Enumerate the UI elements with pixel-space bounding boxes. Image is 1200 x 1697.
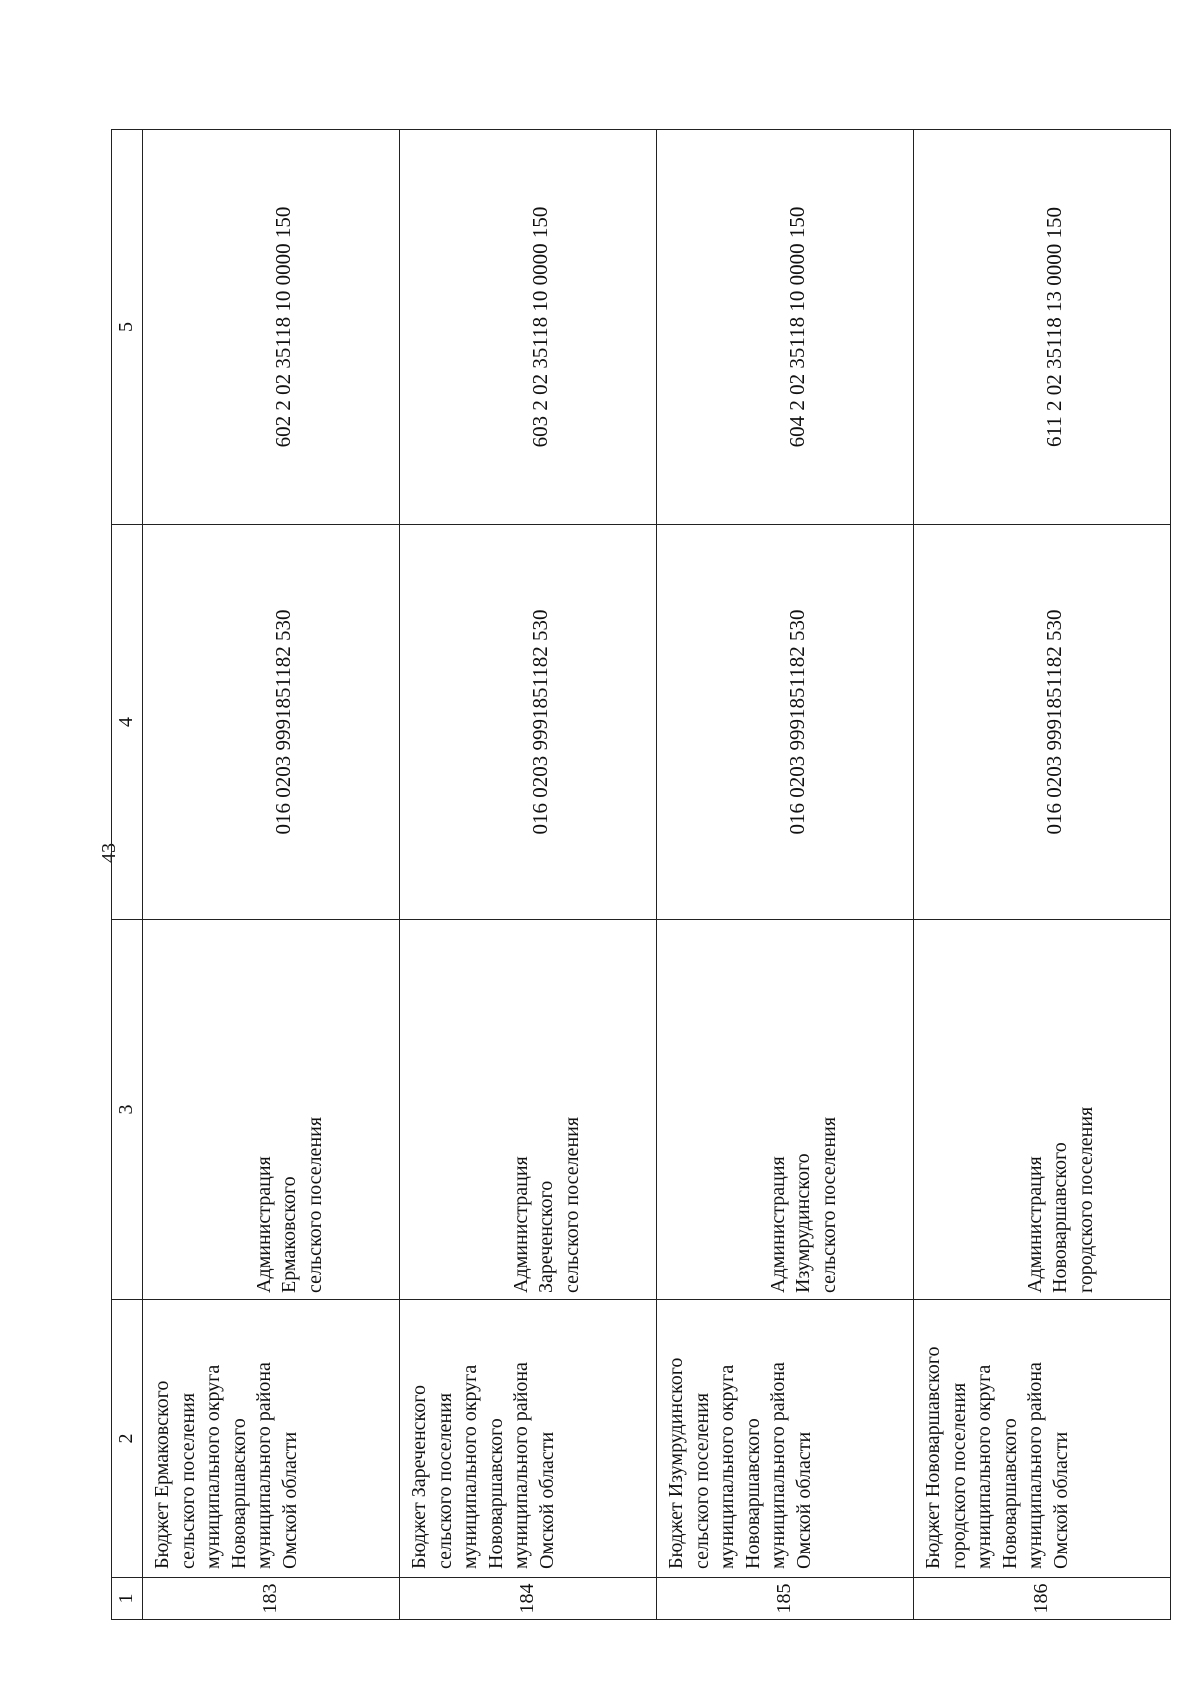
budget-name-line: муниципального округа xyxy=(459,1364,482,1569)
budget-name-line: сельского поселения xyxy=(690,1392,713,1569)
administration-name-line: Изумрудинского xyxy=(792,1153,815,1293)
income-code: 611 2 02 35118 13 0000 150 xyxy=(914,130,1171,525)
administration-name-line: городского поселения xyxy=(1074,1106,1097,1293)
budget-name-line: муниципального района xyxy=(767,1362,790,1569)
administration-name-line: Нововаршавского xyxy=(1049,1142,1072,1293)
budget-name-line: Омской области xyxy=(535,1431,558,1569)
administration-name xyxy=(914,920,1171,1300)
administration-name-line: Администрация xyxy=(509,1156,532,1293)
row-number: 183 xyxy=(143,1578,400,1620)
column-number: 4 xyxy=(112,525,143,920)
table-row xyxy=(914,130,1171,1620)
expense-code: 016 0203 9991851182 530 xyxy=(400,525,657,920)
budget-name xyxy=(400,1300,657,1578)
table-row xyxy=(400,130,657,1620)
column-number: 2 xyxy=(112,1300,143,1578)
budget-name-line: Нововаршавского xyxy=(741,1418,764,1569)
income-code: 602 2 02 35118 10 0000 150 xyxy=(143,130,400,525)
income-code: 604 2 02 35118 10 0000 150 xyxy=(657,130,914,525)
budget-name-line: Омской области xyxy=(792,1431,815,1569)
column-number: 5 xyxy=(112,130,143,525)
budget-name-line: городского поселения xyxy=(947,1382,970,1569)
budget-name-line: Бюджет Зареченского xyxy=(408,1385,430,1569)
row-number: 184 xyxy=(400,1578,657,1620)
table-row xyxy=(143,130,400,1620)
administration-name xyxy=(143,920,400,1300)
budget-name-line: Омской области xyxy=(278,1431,301,1569)
administration-name-line: Администрация xyxy=(252,1156,275,1293)
budget-name-line: муниципального округа xyxy=(716,1364,739,1569)
budget-name xyxy=(914,1300,1171,1578)
column-number: 3 xyxy=(112,920,143,1300)
budget-name xyxy=(143,1300,400,1578)
budget-name-line: сельского поселения xyxy=(176,1392,199,1569)
budget-name-line: Бюджет Ермаковского xyxy=(151,1380,173,1569)
budget-name-line: Омской области xyxy=(1049,1431,1072,1569)
administration-name xyxy=(400,920,657,1300)
expense-code: 016 0203 9991851182 530 xyxy=(657,525,914,920)
row-number: 186 xyxy=(914,1578,1171,1620)
budget-table xyxy=(111,129,1171,1620)
row-number: 185 xyxy=(657,1578,914,1620)
budget-name-line: Нововаршавского xyxy=(998,1418,1021,1569)
administration-name-line: Ермаковского xyxy=(278,1176,301,1293)
budget-name-line: Нововаршавского xyxy=(484,1418,507,1569)
administration-name-line: Администрация xyxy=(766,1156,789,1293)
budget-name-line: муниципального района xyxy=(510,1362,533,1569)
rotated-document xyxy=(111,130,1097,1620)
budget-name-line: Бюджет Изумрудинского xyxy=(665,1357,687,1569)
column-number-row xyxy=(112,130,143,1620)
budget-name-line: муниципального района xyxy=(1024,1362,1047,1569)
column-number: 1 xyxy=(112,1578,143,1620)
budget-name xyxy=(657,1300,914,1578)
administration-name-line: сельского поселения xyxy=(303,1116,326,1293)
expense-code: 016 0203 9991851182 530 xyxy=(914,525,1171,920)
budget-name-line: Бюджет Нововаршавского xyxy=(922,1346,944,1569)
administration-name xyxy=(657,920,914,1300)
budget-name-line: муниципального округа xyxy=(202,1364,225,1569)
budget-name-line: Нововаршавского xyxy=(227,1418,250,1569)
table-row xyxy=(657,130,914,1620)
budget-name-line: сельского поселения xyxy=(433,1392,456,1569)
expense-code: 016 0203 9991851182 530 xyxy=(143,525,400,920)
budget-name-line: муниципального района xyxy=(253,1362,276,1569)
income-code: 603 2 02 35118 10 0000 150 xyxy=(400,130,657,525)
page-number: 43 xyxy=(98,843,120,863)
administration-name-line: Администрация xyxy=(1023,1156,1046,1293)
administration-name-line: сельского поселения xyxy=(817,1116,840,1293)
administration-name-line: Зареченского xyxy=(535,1180,558,1293)
administration-name-line: сельского поселения xyxy=(560,1116,583,1293)
budget-name-line: муниципального округа xyxy=(973,1364,996,1569)
